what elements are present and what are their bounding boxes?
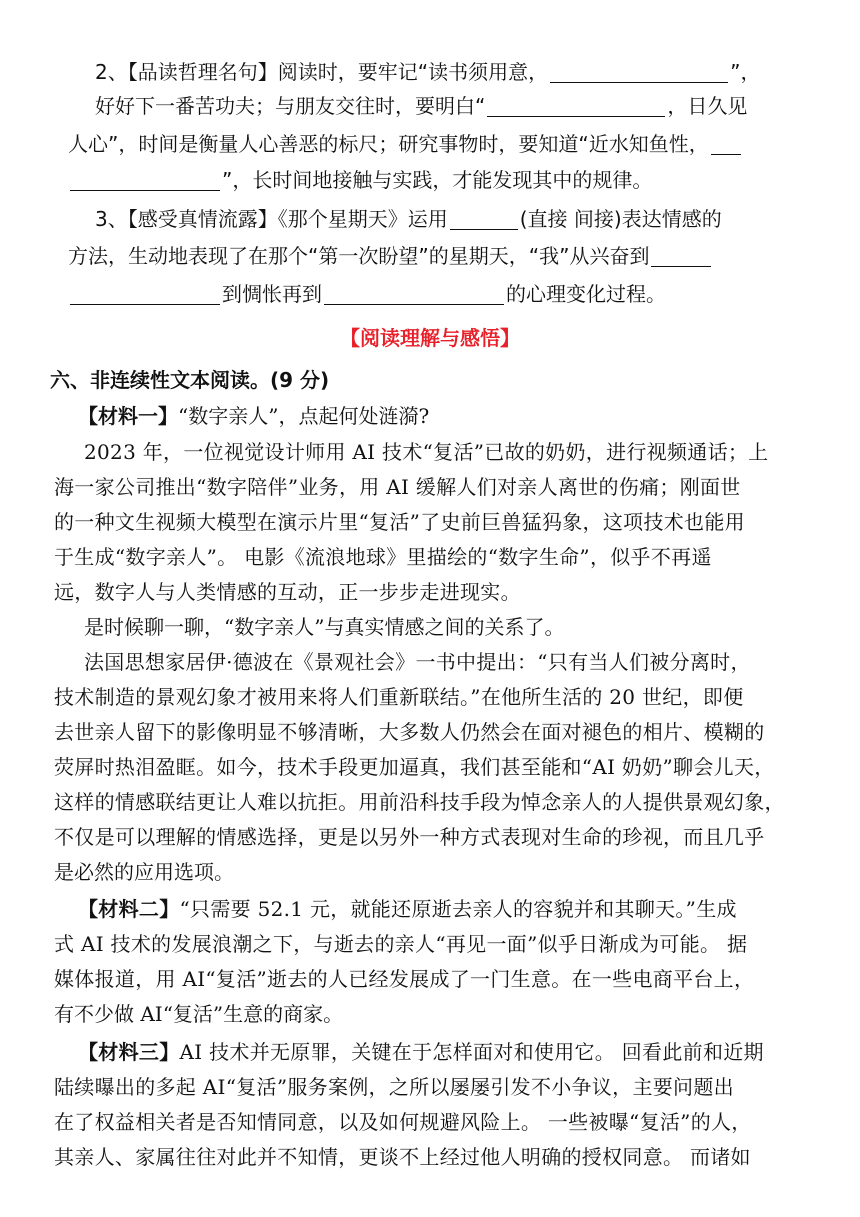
q2-tag: 【品读哲理名句】 xyxy=(127,60,278,84)
m1-p3-line: 不仅是可以理解的情感选择，更是以另外一种方式表现对生命的珍视，而且几乎 xyxy=(54,825,765,849)
q3-blank-2-start[interactable] xyxy=(651,244,711,267)
q2-line-1 xyxy=(95,56,760,90)
m1-p3-line: 这样的情感联结更让人难以抗拒。用前沿科技手段为悼念亲人的人提供景观幻象， xyxy=(54,790,785,814)
q3-line-2 xyxy=(68,240,713,274)
m2-line-1 xyxy=(78,893,737,927)
q3-text-3b: 到惆怅再到 xyxy=(222,282,322,306)
q2-blank-2[interactable] xyxy=(487,94,665,117)
m2-label: 【材料二】 xyxy=(78,897,180,921)
q3-blank-2-end[interactable] xyxy=(70,282,220,305)
part6-heading: 六、非连续性文本阅读。(9 分) xyxy=(50,368,330,392)
m1-p3-line: 是必然的应用选项。 xyxy=(54,860,234,884)
q2-text-2a: 好好下一番苦功夫；与朋友交往时，要明白“ xyxy=(95,94,486,118)
q2-blank-3-start[interactable] xyxy=(711,132,741,155)
m1-p1-line: 于生成“数字亲人”。 电影《流浪地球》里描绘的“数字生命”，似乎不再遥 xyxy=(54,545,712,569)
m1-title-line xyxy=(78,400,429,434)
q2-blank-3-end[interactable] xyxy=(70,168,220,191)
q3-text-1a: 《那个星期天》运用 xyxy=(277,207,448,231)
m1-p1-line: 的一种文生视频大模型在演示片里“复活”了史前巨兽猛犸象，这项技术也能用 xyxy=(54,510,745,534)
q2-text-1b: ”， xyxy=(730,60,761,84)
q2-blank-1[interactable] xyxy=(550,60,728,83)
m3-line: 陆续曝出的多起 AI“复活”服务案例，之所以屡屡引发不小争议，主要问题出 xyxy=(54,1075,734,1099)
m3-line: 在了权益相关者是否知情同意，以及如何规避风险上。 一些被曝“复活”的人， xyxy=(54,1110,752,1134)
q2-line-4 xyxy=(68,164,652,198)
q2-text-4b: ”，长时间地接触与实践，才能发现其中的规律。 xyxy=(222,168,653,192)
q3-text-2a: 方法，生动地表现了在那个“第一次盼望”的星期天，“我”从兴奋到 xyxy=(68,244,650,268)
m1-p1-line: 远，数字人与人类情感的互动，正一步步走进现实。 xyxy=(54,580,521,604)
section-title: 【阅读理解与感悟】 xyxy=(340,326,520,350)
q2-number: 2、 xyxy=(95,60,128,84)
q3-text-1b: (直接 间接)表达情感的 xyxy=(519,207,722,231)
m1-p1-line: 2023 年，一位视觉设计师用 AI 技术“复活”已故的奶奶，进行视频通话；上 xyxy=(84,440,769,464)
m3-line-1 xyxy=(78,1036,764,1070)
q3-number: 3、 xyxy=(95,207,128,231)
q2-text-1a: 阅读时，要牢记“读书须用意， xyxy=(277,60,549,84)
q2-line-3 xyxy=(68,128,743,162)
m1-p2: 是时候聊一聊，“数字亲人”与真实情感之间的关系了。 xyxy=(84,615,565,639)
m2-line: 媒体报道，用 AI“复活”逝去的人已经发展成了一门生意。在一些电商平台上， xyxy=(54,967,755,991)
m1-title: “数字亲人”，点起何处涟漪? xyxy=(178,404,430,428)
q3-text-3c: 的心理变化过程。 xyxy=(506,282,666,306)
m1-p3-line: 技术制造的景观幻象才被用来将人们重新联结。”在他所生活的 20 世纪，即便 xyxy=(54,685,744,709)
q2-line-2 xyxy=(95,90,747,124)
m2-text: “只需要 52.1 元，就能还原逝去亲人的容貌并和其聊天。”生成 xyxy=(179,897,737,921)
q3-blank-3[interactable] xyxy=(324,282,504,305)
q2-text-3a: 人心”，时间是衡量人心善恶的标尺；研究事物时，要知道“近水知鱼性， xyxy=(68,132,709,156)
q2-text-2b: ，日久见 xyxy=(667,94,748,118)
q3-line-1 xyxy=(95,203,722,237)
m1-p3-line: 荧屏时热泪盈眶。如今，技术手段更加逼真，我们甚至能和“AI 奶奶”聊会儿天， xyxy=(54,755,775,779)
m1-p1-line: 海一家公司推出“数字陪伴”业务，用 AI 缓解人们对亲人离世的伤痛；刚面世 xyxy=(54,475,741,499)
q3-tag: 【感受真情流露】 xyxy=(127,207,278,231)
m3-text: AI 技术并无原罪，关键在于怎样面对和使用它。 回看此前和近期 xyxy=(179,1040,764,1064)
m2-line: 有不少做 AI“复活”生意的商家。 xyxy=(54,1002,344,1026)
m1-label: 【材料一】 xyxy=(78,404,178,428)
m1-p3-line: 法国思想家居伊·德波在《景观社会》一书中提出：“只有当人们被分离时， xyxy=(84,650,751,674)
m1-p3-line: 去世亲人留下的影像明显不够清晰，大多数人仍然会在面对褪色的相片、模糊的 xyxy=(54,720,765,744)
q3-line-3 xyxy=(68,278,666,312)
m2-line: 式 AI 技术的发展浪潮之下，与逝去的亲人“再见一面”似乎日渐成为可能。 据 xyxy=(54,932,748,956)
m3-label: 【材料三】 xyxy=(78,1040,180,1064)
q3-blank-1[interactable] xyxy=(450,207,518,230)
m3-line: 其亲人、家属往往对此并不知情，更谈不上经过他人明确的授权同意。 而诸如 xyxy=(54,1145,751,1169)
